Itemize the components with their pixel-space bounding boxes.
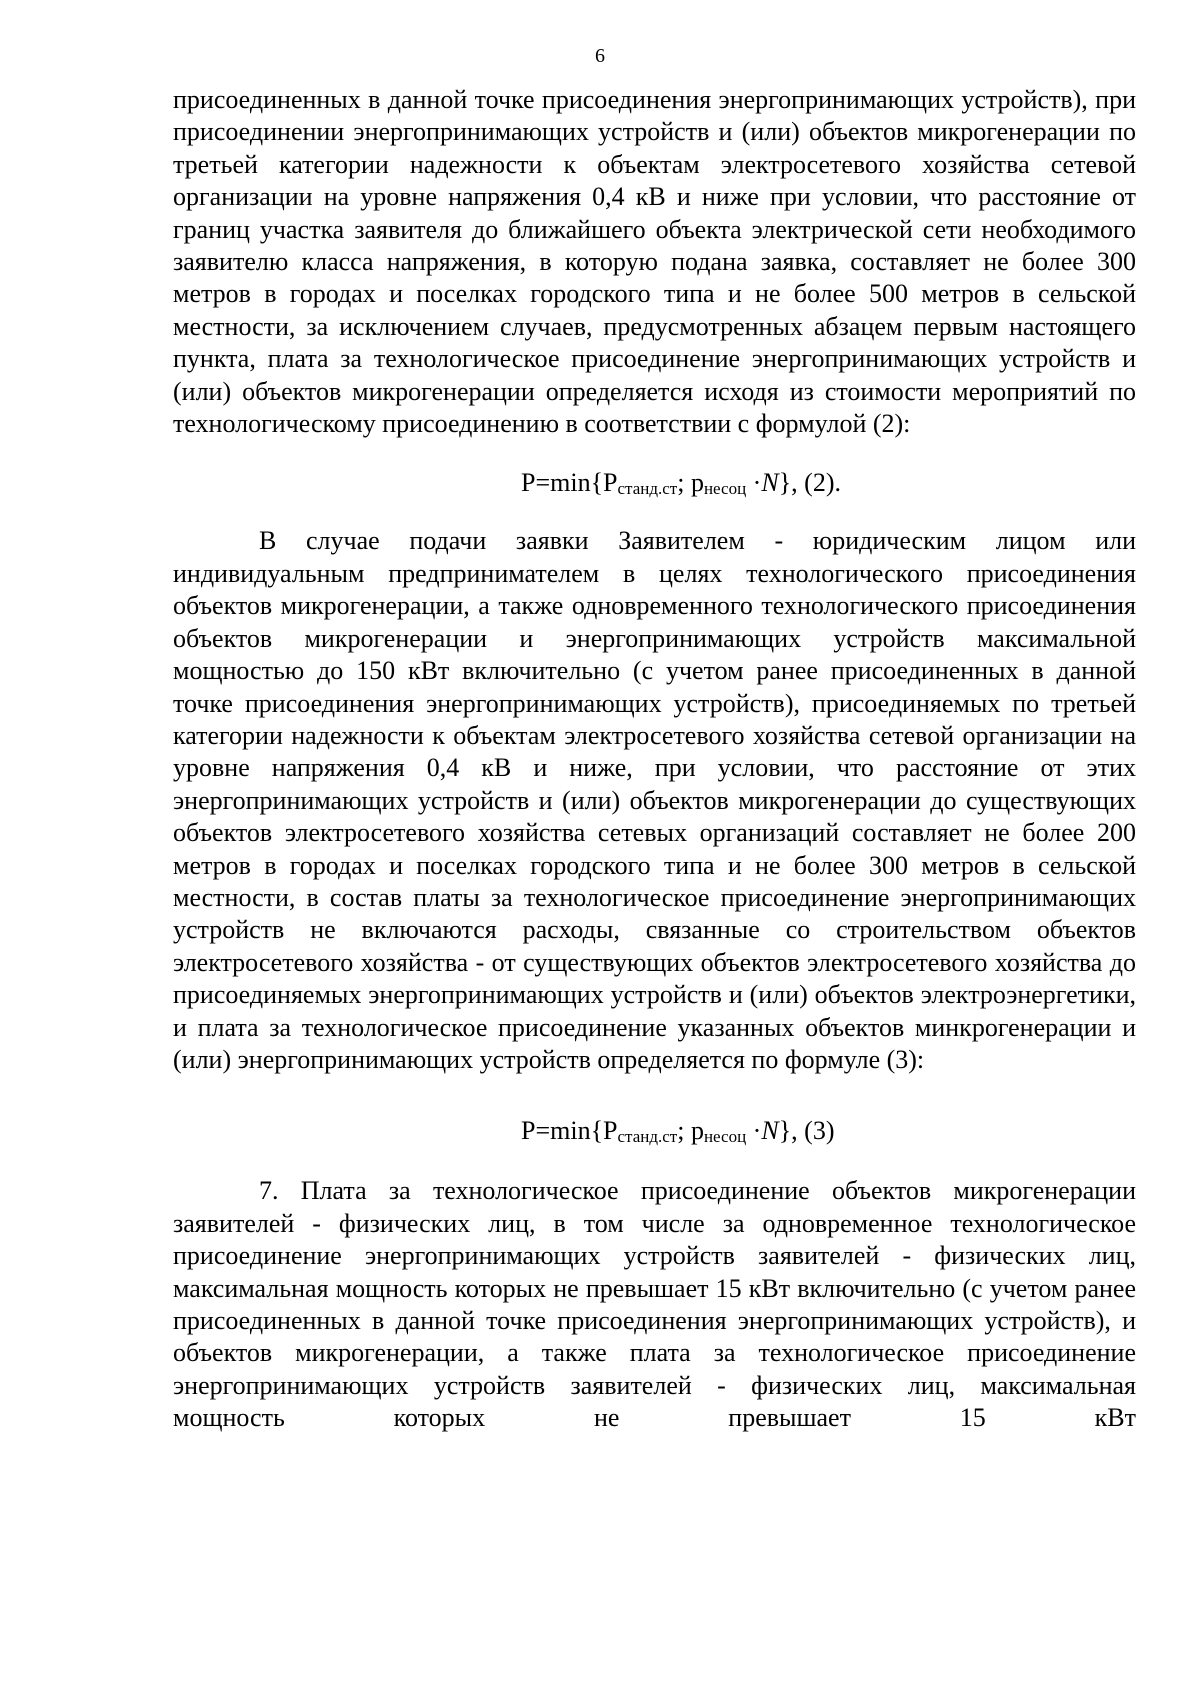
paragraph-item-7: 7. Плата за технологическое присоединение объектов микрогенерации заявителей - физических лиц, в том числе за одновременное технологическое присоединение энергопринимающих устройств заявителей - физических лиц, максимальная мощность которых не превышает 15 кВт включительно (с учетом ранее присоединенных в данной точке присоединения энергопринимающих устройств), и объектов микрогенерации, а также плата за технологическое присоединение энергопринимающих устройств заявителей - физических лиц, максимальная мощность которых не превышает 15 кВт (173, 1176, 1136, 1433)
formula-3-dot: · (746, 1116, 762, 1146)
formula-2-dot: · (746, 468, 762, 498)
formula-2-lead: P=min{P (521, 468, 618, 498)
formula-2-subscript-standard: станд.ст (617, 479, 678, 499)
formula-3-mid: ; p (677, 1116, 704, 1146)
formula-3 (173, 1108, 1136, 1153)
formula-2-mid: ; p (677, 468, 704, 498)
formula-3-n: N (761, 1116, 779, 1146)
paragraph-continuation: присоединенных в данной точке присоединения энергопринимающих устройств), при присоединении энергопринимающих устройств и (или) объектов микрогенерации по третьей категории надежности к объектам электросетевого хозяйства сетевой организации на уровне напряжения 0,4 кВ и ниже при условии, что расстояние от границ участка заявителя до ближайшего объекта электрической сети необходимого заявителю класса напряжения, в которую подана заявка, составляет не более 300 метров в городах и поселках городского типа и не более 500 метров в сельской местности, за исключением случаев, предусмотренных абзацем первым настоящего пункта, плата за технологическое присоединение энергопринимающих устройств и (или) объектов микрогенерации определяется исходя из стоимости мероприятий по технологическому присоединению в соответствии с формулой (2): (173, 85, 1136, 439)
paragraph-legal-entity: В случае подачи заявки Заявителем - юридическим лицом или индивидуальным предпринимателем в целях технологического присоединения объектов микрогенерации, а также одновременного технологического присоединения объектов микрогенерации и энергопринимающих устройств максимальной мощностью до 150 кВт включительно (с учетом ранее присоединенных в данной точке присоединения энергопринимающих устройств), присоединяемых по третьей категории надежности к объектам электросетевого хозяйства сетевой организации на уровне напряжения 0,4 кВ и ниже, при условии, что расстояние от этих энергопринимающих устройств и (или) объектов микрогенерации до существующих объектов электросетевого хозяйства сетевых организаций составляет не более 200 метров в городах и поселках городского типа и не более 300 метров в сельской местности, в состав платы за технологическое присоединение энергопринимающих устройств не включаются расходы, связанные со строительством объектов электросетевого хозяйства - от существующих объектов электросетевого хозяйства до присоединяемых энергопринимающих устройств и (или) объектов электроэнергетики, и плата за технологическое присоединение указанных объектов минкрогенерации и (или) энергопринимающих устройств определяется по формуле (3): (173, 526, 1136, 1074)
formula-3-lead: P=min{P (521, 1116, 618, 1146)
formula-3-tail: }, (3) (778, 1116, 835, 1146)
formula-3-subscript-nonsocial: несоц (703, 1127, 747, 1147)
document-body (173, 84, 1136, 1435)
formula-2 (173, 460, 1136, 505)
formula-2-tail: }, (2). (778, 468, 841, 498)
formula-2-subscript-nonsocial: несоц (703, 479, 747, 499)
formula-2-n: N (761, 468, 779, 498)
page-number: 6 (595, 45, 605, 67)
formula-3-subscript-standard: станд.ст (617, 1127, 678, 1147)
